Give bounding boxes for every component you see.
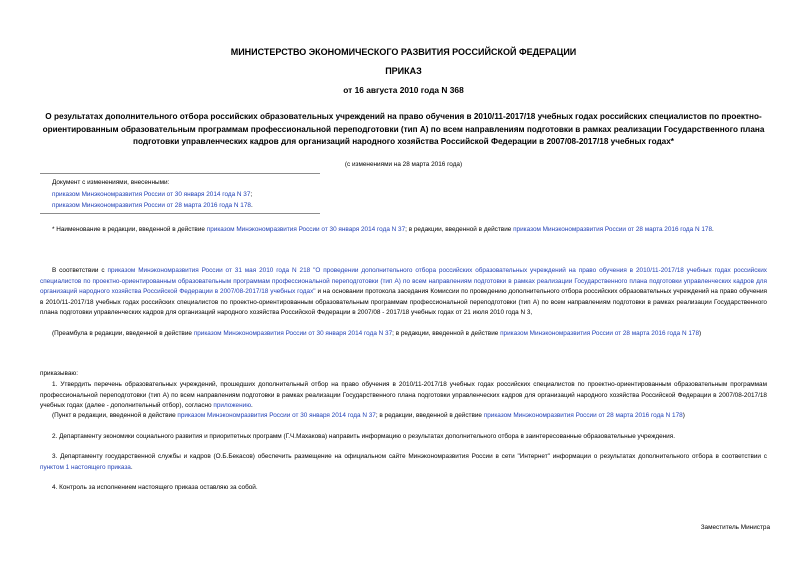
order-lead: приказываю:: [40, 370, 78, 377]
order-item-3: 3. Департаменту государственной службы и кадров (О.Б.Бекасов) обеспечить размещение на официальном сайте Минэкономразвития России в сети "Интернет" информации о результатах дополнительного отбора в соответствии с пунктом 1 настоящего приказа.: [40, 453, 767, 471]
date-number: от 16 августа 2010 года N 368: [343, 85, 464, 95]
doc-type-heading: ПРИКАЗ: [385, 66, 422, 76]
document-title: О результатах дополнительного отбора российских образовательных учреждений на право обучения в 2010/11-2017/18 учебных годах российских специалистов по проектно-ориентированным образовательным программам профессиональной переподготовки (тип А) по всем направлениям подготовки в рамках реализации Государственного плана подготовки управленческих кадров для организаций народного хозяйства Российской Федерации в 2007/08-2017/18 учебных годах*: [42, 112, 765, 146]
changes-box-bottom-rule: [40, 213, 320, 214]
order-item-1-note: (Пункт в редакции, введенной в действие приказом Минэкономразвития России от 30 января 2014 года N 37; в редакции, введенной в действие приказом Минэкономразвития России от 28 марта 2016 года N 178): [52, 412, 685, 419]
item3-link-point-1[interactable]: пунктом 1 настоящего приказа: [40, 463, 131, 471]
ministry-heading: МИНИСТЕРСТВО ЭКОНОМИЧЕСКОГО РАЗВИТИЯ РОССИЙСКОЙ ФЕДЕРАЦИИ: [230, 47, 577, 57]
item1-note-link-2016[interactable]: приказом Минэкономразвития России от 28 марта 2016 года N 178: [483, 412, 683, 419]
changes-intro: Документ с изменениями, внесенными:: [52, 179, 170, 186]
footnote: * Наименование в редакции, введенной в действие приказом Минэкономразвития России от 30 января 2014 года N 37; в редакции, введенной в действие приказом Минэкономразвития России от 28 марта 2016 года N 178.: [52, 226, 714, 233]
preamble-link-order-218[interactable]: приказом Минэкономразвития России от 31 мая 2010 года N 218 "О проведении дополнительного отбора российских образовательных учреждений на право обучения в 2010/11-2017/18 учебных годах российских специалистов по проектно-ориентированным образовательным программам профессиональной переподготовки (тип А) по всем направлениям подготовки в рамках реализации Государственного плана подготовки управленческих кадров для организаций народного хозяйства Российской Федерации в 2007/08-2017/18 учебных годах": [40, 267, 767, 295]
change-link-2014[interactable]: приказом Минэкономразвития России от 30 января 2014 года N 37: [52, 190, 251, 198]
preamble: В соответствии с приказом Минэкономразвития России от 31 мая 2010 года N 218 "О проведении дополнительного отбора российских образовательных учреждений на право обучения в 2010/11-2017/18 учебных годах российских специалистов по проектно-ориентированным образовательным программам профессиональной переподготовки (тип А) по всем направлениям подготовки в рамках реализации Государственного плана подготовки управленческих кадров для организаций народного хозяйства Российской Федерации в 2007/08-2017/18 учебных годах" и на основании протокола заседания Комиссии по проведению дополнительного отбора российских образовательных учреждений на право обучения в 2010/11-2017/18 учебных годах российских специалистов по проектно-ориентированным образовательным программам профессиональной переподготовки (тип А) по всем направлениям подготовки в рамках реализации Государственного плана подготовки управленческих кадров для организаций народного хозяйства Российской Федерации в 2007/08 - 2017/18 учебных годах от 21 июля 2010 года N 3,: [40, 267, 767, 316]
preamble-note-link-2014[interactable]: приказом Минэкономразвития России от 30 января 2014 года N 37: [193, 330, 393, 337]
preamble-note: (Преамбула в редакции, введенной в действие приказом Минэкономразвития России от 30 января 2014 года N 37; в редакции, введенной в действие приказом Минэкономразвития России от 28 марта 2016 года N 178): [52, 330, 702, 337]
order-item-2: 2. Департаменту экономики социального развития и приоритетных программ (Г.Ч.Махакова) направить информацию о результатах дополнительного отбора в заинтересованные образовательные учреждения.: [52, 433, 675, 440]
changes-box-top-rule: [40, 173, 320, 174]
footnote-link-2016[interactable]: приказом Минэкономразвития России от 28 марта 2016 года N 178: [513, 226, 713, 233]
signature: Заместитель Министра: [700, 524, 770, 531]
changes-box: Документ с изменениями, внесенными: приказом Минэкономразвития России от 30 января 2014 года N 37; приказом Минэкономразвития России от 28 марта 2016 года N 178.: [52, 177, 352, 212]
order-item-4: 4. Контроль за исполнением настоящего приказа оставляю за собой.: [52, 484, 258, 491]
preamble-note-link-2016[interactable]: приказом Минэкономразвития России от 28 марта 2016 года N 178: [500, 330, 700, 337]
revision-note: (с изменениями на 28 марта 2016 года): [344, 161, 463, 168]
appendix-link[interactable]: приложению: [213, 402, 251, 409]
item1-note-link-2014[interactable]: приказом Минэкономразвития России от 30 января 2014 года N 37: [177, 412, 376, 419]
change-link-2016[interactable]: приказом Минэкономразвития России от 28 марта 2016 года N 178: [52, 202, 251, 209]
order-item-1: 1. Утвердить перечень образовательных учреждений, прошедших дополнительный отбор на право обучения в 2010/11-2017/18 учебных годах российских специалистов по проектно-ориентированным образовательным программам профессиональной переподготовки (тип А) по всем направлениям подготовки в рамках реализации Государственного плана подготовки управленческих кадров для организаций народного хозяйства Российской Федерации в 2007/08-2017/18 учебных годах (далее - дополнительный отбор), согласно приложению.: [40, 381, 767, 409]
footnote-link-2014[interactable]: приказом Минэкономразвития России от 30 января 2014 года N 37: [206, 226, 406, 233]
